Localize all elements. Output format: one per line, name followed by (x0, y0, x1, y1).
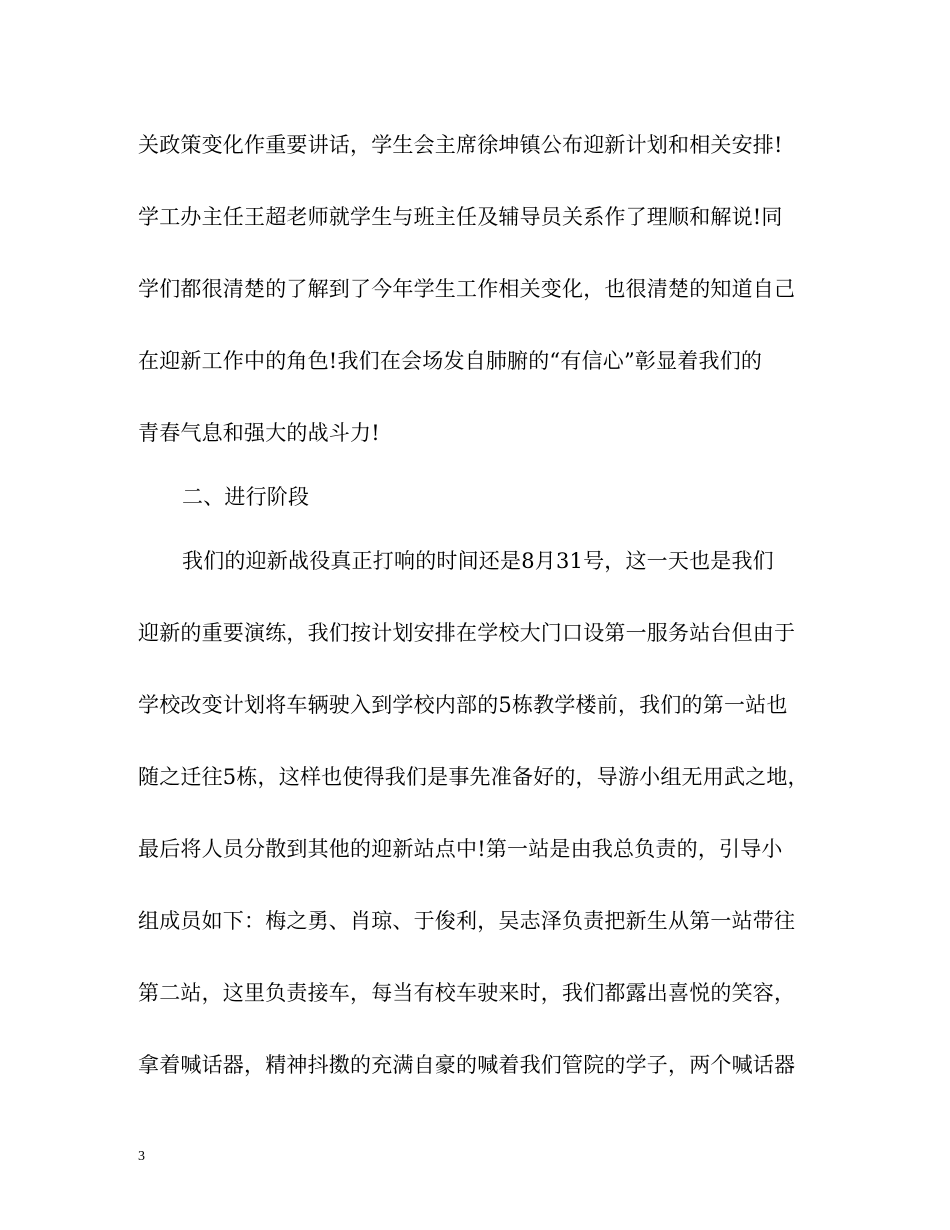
paragraph-line: 学们都很清楚的了解到了今年学生工作相关变化，也很清楚的知道自己 (138, 277, 796, 301)
paragraph-line: 组成员如下：梅之勇、肖琼、于俊利，吴志泽负责把新生从第一站带往 (138, 909, 796, 933)
paragraph-line: 青春气息和强大的战斗力! (138, 421, 380, 445)
paragraph-line: 我们的迎新战役真正打响的时间还是8月31号，这一天也是我们 (182, 549, 774, 573)
paragraph-line: 迎新的重要演练，我们按计划安排在学校大门口设第一服务站台但由于 (138, 621, 796, 645)
paragraph-line: 最后将人员分散到其他的迎新站点中!第一站是由我总负责的，引导小 (138, 837, 783, 861)
paragraph-line: 第二站，这里负责接车，每当有校车驶来时，我们都露出喜悦的笑容， (138, 981, 796, 1005)
paragraph-line: 拿着喊话器，精神抖擞的充满自豪的喊着我们管院的学子，两个喊话器 (138, 1053, 796, 1077)
paragraph-line: 在迎新工作中的角色!我们在会场发自肺腑的“有信心”彰显着我们的 (138, 349, 763, 373)
page-number: 3 (138, 1149, 145, 1164)
paragraph-line: 随之迁往5栋，这样也使得我们是事先准备好的，导游小组无用武之地， (138, 765, 809, 789)
paragraph-line: 关政策变化作重要讲话，学生会主席徐坤镇公布迎新计划和相关安排! (138, 133, 783, 157)
section-heading: 二、进行阶段 (182, 485, 310, 509)
paragraph-line: 学工办主任王超老师就学生与班主任及辅导员关系作了理顺和解说!同 (138, 205, 783, 229)
paragraph-line: 学校改变计划将车辆驶入到学校内部的5栋教学楼前，我们的第一站也 (138, 693, 788, 717)
